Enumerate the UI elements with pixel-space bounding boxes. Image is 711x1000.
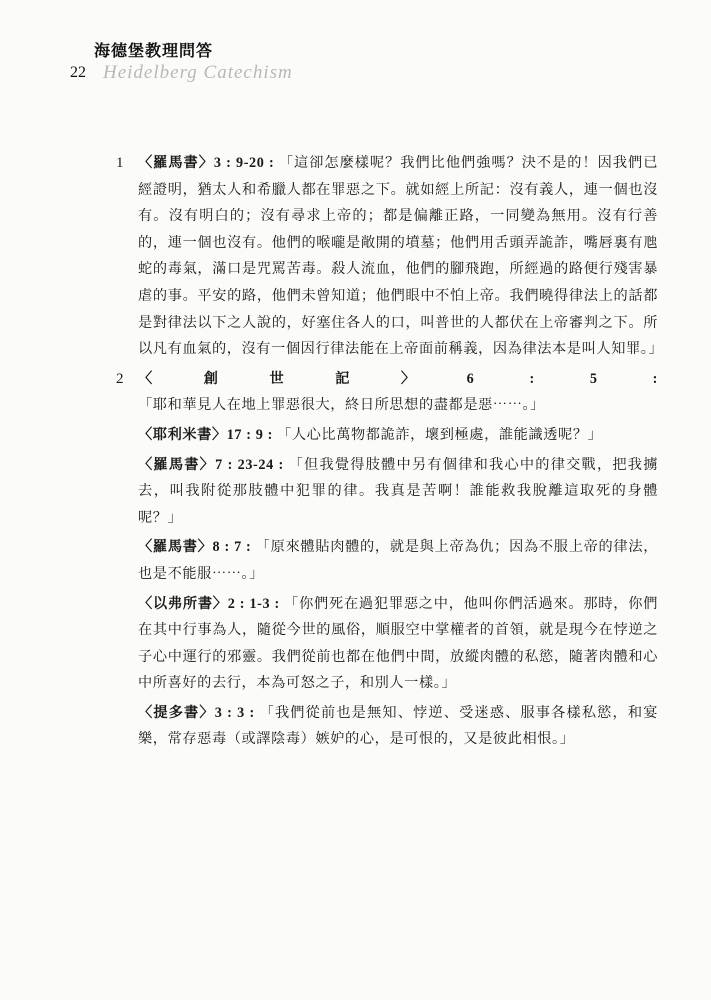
book-reference: 〈以弗所書〉 [138,595,228,612]
verse-text: 「但我覺得肢體中另有個律和我心中的律交戰，把我擄去，叫我附從那肢體中犯罪的律。我真是苦啊！誰能救我脫離這取死的身體呢？」 [138,456,658,526]
scripture-entry [138,150,664,363]
page-number: 22 [70,64,86,81]
book-reference: 〈提多書〉 [138,704,215,721]
verse-text: 「人心比萬物都詭詐，壞到極處，誰能識透呢？」 [277,426,603,443]
scripture-entry [138,366,658,419]
verse-citation: 3 : 9-20 : [213,155,279,171]
scripture-entry [138,700,658,753]
verse-text: 「你們死在過犯罪惡之中，他叫你們活過來。那時，你們在其中行事為人，隨從今世的風俗，順服空中掌權者的首領，就是現今在悖逆之子心中運行的邪靈。我們從前也都在他們中間，放縱肉體的私慾，隨著肉體和心中所喜好的去行，本為可怒之子，和別人一樣。」 [138,595,658,692]
scripture-entry [138,534,658,587]
verse-citation: 7 : 23-24 : [215,456,289,473]
footnote-number: 1 [116,155,125,171]
verse-text: 「原來體貼肉體的，就是與上帝為仇；因為不服上帝的律法，也是不能服⋯⋯。」 [138,539,659,582]
running-header-subtitle: Heidelberg Catechism [103,62,293,83]
book-reference: 〈羅馬書〉 [138,155,214,171]
scripture-entry [138,422,658,449]
verse-text: 「耶和華見人在地上罪惡很大，終日所思想的盡都是惡⋯⋯。」 [138,397,545,414]
verse-citation: 17 : 9 : [226,426,278,443]
verse-text: 「這卻怎麼樣呢？我們比他們強嗎？決不是的！因我們已經證明，猶太人和希臘人都在罪惡之下。就如經上所記：沒有義人，連一個也沒有。沒有明白的；沒有尋求上帝的；都是偏離正路，一同變為無用。沒有行善的，連一個也沒有。他們的喉嚨是敞開的墳墓；他們用舌頭弄詭詐，嘴唇裏有虺蛇的毒氣，滿口是咒罵苦毒。殺人流血，他們的腳飛跑，所經過的路便行殘害暴虐的事。平安的路，他們未曾知道；他們眼中不怕上帝。我們曉得律法上的話都是對律法以下之人說的，好塞住各人的口，叫普世的人都伏在上帝審判之下。所以凡有血氣的，沒有一個因行律法能在上帝面前稱義，因為律法本是叫人知罪。」 [138,155,664,358]
book-reference: 〈羅馬書〉 [138,456,216,473]
verse-citation: 3 : 3 : [214,704,260,721]
scripture-entry [138,591,658,697]
verse-citation: 2 : 1-3 : [227,595,285,612]
footnote-1 [116,150,664,363]
book-reference: 〈耶利米書〉 [138,426,227,443]
verse-citation: 8 : 7 : [212,539,256,556]
running-header-title: 海德堡教理問答 [94,41,214,60]
footnotes-body [116,150,664,756]
book-reference: 〈創世記〉 [138,370,467,387]
verse-text: 「我們從前也是無知、悖逆、受迷惑、服事各樣私慾，和宴樂，常存惡毒（或譯陰毒）嫉妒的心，是可恨的，又是彼此相恨。」 [138,704,658,748]
verse-citation: 6 : 5 : [466,370,658,387]
book-reference: 〈羅馬書〉 [138,539,213,556]
scripture-entry [138,452,658,532]
footnote-2 [116,366,659,753]
footnote-number: 2 [116,370,125,387]
